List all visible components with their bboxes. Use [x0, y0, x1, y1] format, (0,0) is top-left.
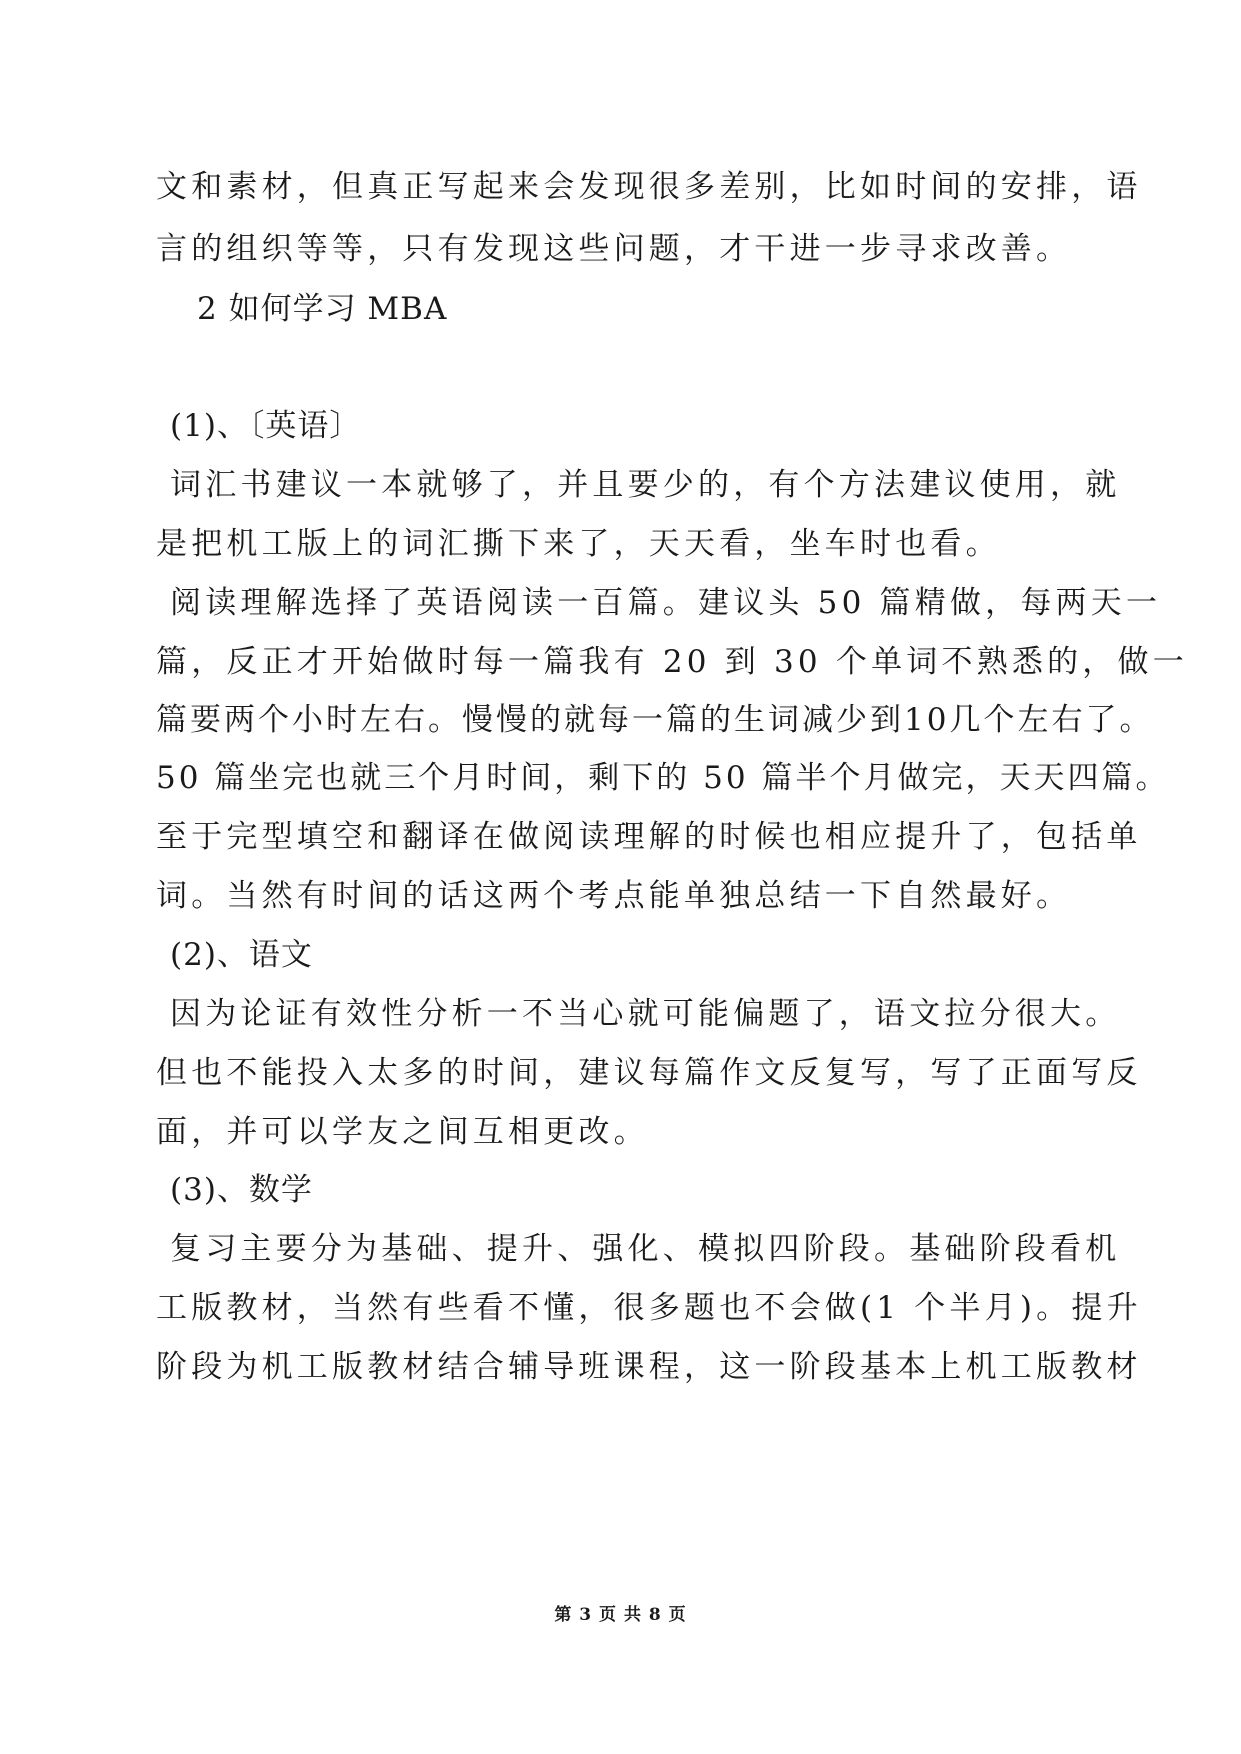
- body-text-line: 因为论证有效性分析一不当心就可能偏题了，语文拉分很大。: [170, 996, 1121, 1032]
- subsection-heading: (3)、数学: [170, 1172, 313, 1208]
- body-text-line: 篇，反正才开始做时每一篇我有 20 到 30 个单词不熟悉的，做一: [156, 644, 1188, 680]
- body-text-line: 面，并可以学友之间互相更改。: [156, 1114, 649, 1150]
- page-number-footer: 第 3 页 共 8 页: [554, 1605, 687, 1625]
- body-text-line: 阶段为机工版教材结合辅导班课程，这一阶段基本上机工版教材: [156, 1349, 1142, 1385]
- body-text-line: 词。当然有时间的话这两个考点能单独总结一下自然最好。: [156, 878, 1072, 914]
- body-text-line: 是把机工版上的词汇撕下来了，天天看，坐车时也看。: [156, 526, 1001, 562]
- body-text-line: 言的组织等等，只有发现这些问题，才干进一步寻求改善。: [156, 231, 1072, 267]
- body-text-line: 文和素材，但真正写起来会发现很多差别，比如时间的安排，语: [156, 169, 1142, 205]
- body-text-line: 至于完型填空和翻译在做阅读理解的时候也相应提升了，包括单: [156, 819, 1142, 855]
- subsection-heading: (1)、〔英语〕: [170, 408, 362, 444]
- body-text-line: 但也不能投入太多的时间，建议每篇作文反复写，写了正面写反: [156, 1055, 1142, 1091]
- body-text-line: 篇要两个小时左右。慢慢的就每一篇的生词减少到10几个左右了。: [156, 702, 1154, 738]
- body-text-line: 复习主要分为基础、提升、强化、模拟四阶段。基础阶段看机: [170, 1231, 1121, 1267]
- body-text-line: 阅读理解选择了英语阅读一百篇。建议头 50 篇精做，每两天一: [170, 585, 1162, 621]
- body-text-line: 50 篇坐完也就三个月时间，剩下的 50 篇半个月做完，天天四篇。: [156, 760, 1170, 796]
- section-heading: 2 如何学习 MBA: [197, 291, 448, 327]
- body-text-line: 词汇书建议一本就够了，并且要少的，有个方法建议使用，就: [170, 467, 1121, 503]
- body-text-line: 工版教材，当然有些看不懂，很多题也不会做(1 个半月)。提升: [156, 1290, 1142, 1326]
- subsection-heading: (2)、语文: [170, 937, 313, 973]
